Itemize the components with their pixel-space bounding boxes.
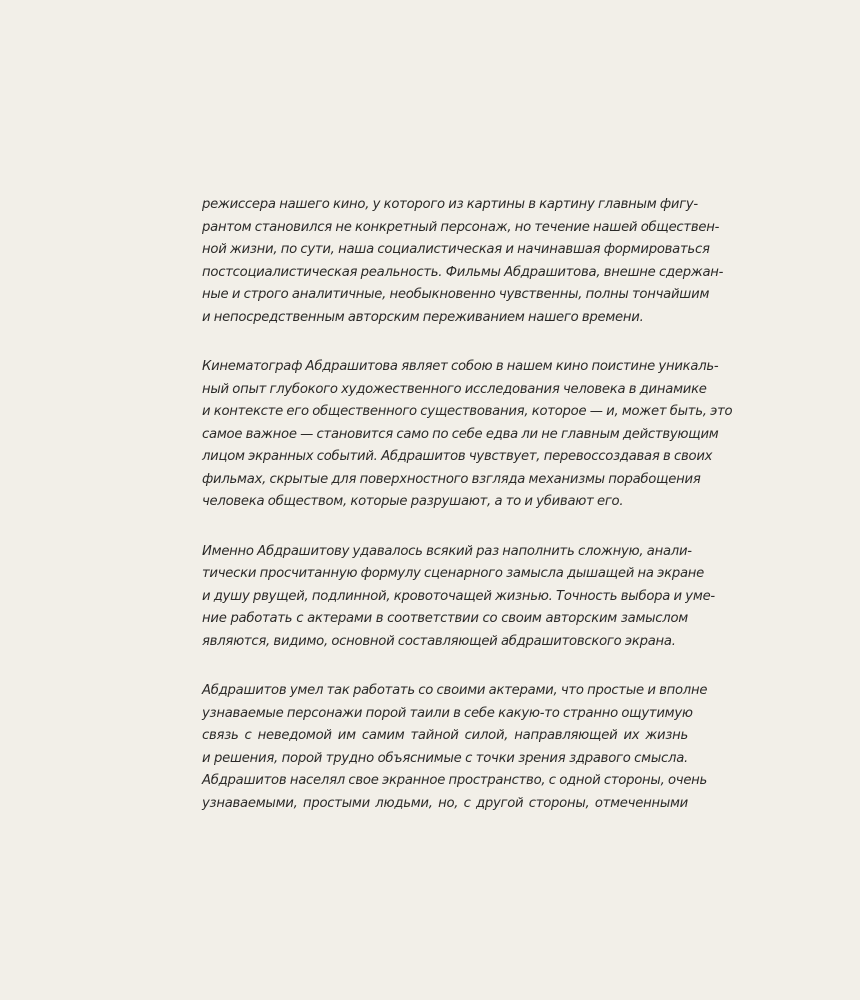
text-line: человека обществом, которые разрушают, а то и убивают его. <box>202 494 624 509</box>
text-line: и контексте его общественного существования, которое — и, может быть, это <box>202 404 733 419</box>
text-line: Именно Абдрашитову удавалось всякий раз наполнить сложную, анали- <box>202 543 692 559</box>
text-line: Абдрашитов умел так работать со своими актерами, что простые и вполне <box>202 683 708 698</box>
text-line: Абдрашитов населял свое экранное пространство, с одной стороны, очень <box>202 773 708 788</box>
body-text <box>202 194 733 842</box>
text-line: являются, видимо, основной составляющей абдрашитовского экрана. <box>202 633 676 649</box>
text-line: и решения, порой трудно объяснимые с точки зрения здравого смысла. <box>202 750 688 766</box>
paragraph-3 <box>202 541 715 654</box>
text-line: Кинематограф Абдрашитова являет собою в нашем кино поистине уникаль- <box>202 359 719 374</box>
text-line: лицом экранных событий. Абдрашитов чувствует, перевоссоздавая в своих <box>202 449 713 464</box>
text-line: связь с неведомой им самим тайной силой, направляющей их жизнь <box>202 728 688 743</box>
text-line: узнаваемыми, простыми людьми, но, с другой стороны, отмеченными <box>202 795 688 811</box>
text-line: и душу рвущей, подлинной, кровоточащей жизнью. Точность выбора и уме- <box>202 588 715 604</box>
paragraph-4 <box>202 680 708 815</box>
text-line: фильмах, скрытые для поверхностного взгляда механизмы порабощения <box>202 471 701 487</box>
text-line: рантом становился не конкретный персонаж, но течение нашей обществен- <box>202 219 720 235</box>
text-line: режиссера нашего кино, у которого из картины в картину главным фигу- <box>202 197 698 212</box>
paragraph-2 <box>202 356 733 514</box>
text-line: постсоциалистическая реальность. Фильмы Абдрашитова, внешне сдержан- <box>202 264 724 280</box>
text-line: тически просчитанную формулу сценарного замысла дышащей на экране <box>202 566 705 581</box>
text-line: узнаваемые персонажи порой таили в себе какую-то странно ощутимую <box>202 705 693 721</box>
text-line: ной жизни, по сути, наша социалистическая и начинавшая формироваться <box>202 242 710 257</box>
text-line: ный опыт глубокого художественного исследования человека в динамике <box>202 381 707 397</box>
text-line: ние работать с актерами в соответствии со своим авторским замыслом <box>202 611 688 626</box>
text-line: ные и строго аналитичные, необыкновенно чувственны, полны тончайшим <box>202 287 710 302</box>
text-line: самое важное — становится само по себе едва ли не главным действующим <box>202 426 719 442</box>
text-line: и непосредственным авторским переживанием нашего времени. <box>202 309 644 325</box>
paragraph-1 <box>202 194 724 329</box>
